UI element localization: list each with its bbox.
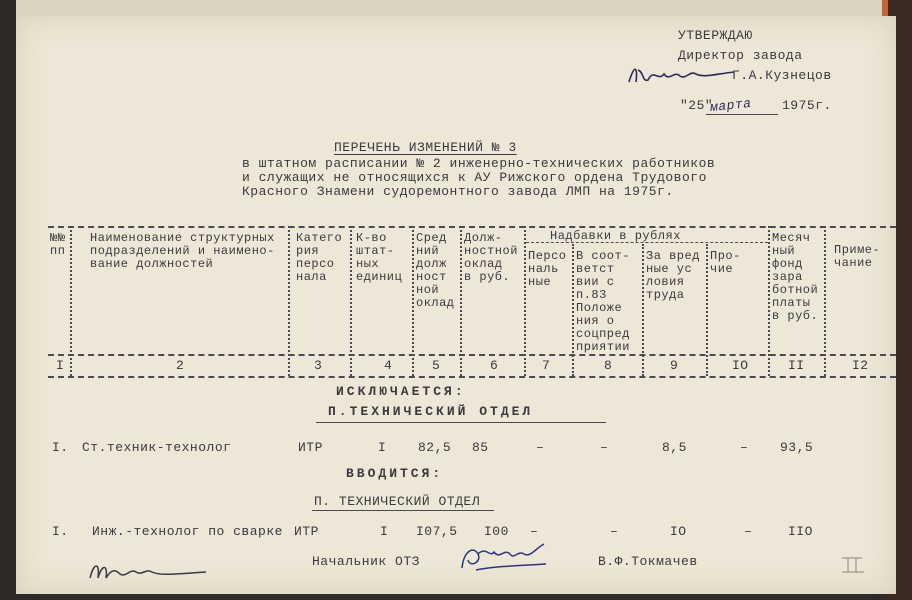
col-number: 8: [604, 358, 613, 373]
col-divider: [706, 244, 708, 376]
excluded-dept-underline: [316, 422, 606, 423]
title-line-1: в штатном расписании № 2 инженерно-технических работников: [242, 156, 716, 171]
excluded-row-fund: 93,5: [780, 440, 814, 455]
added-row-personal: –: [530, 524, 539, 539]
header-avg-salary: Сред ний долж ност ной оклад: [416, 231, 455, 310]
added-row-position: Инж.-технолог по сварке: [92, 524, 283, 539]
col-divider: [642, 244, 644, 376]
numbers-bottom-rule: [48, 376, 896, 378]
col-divider: [70, 226, 72, 376]
director-signature: [624, 60, 744, 90]
director-name: Г.А.Кузнецов: [732, 68, 832, 83]
title-line-2: и служащих не относящихся к АУ Рижского ордена Трудового: [242, 170, 707, 185]
document-page: [16, 16, 896, 594]
col-divider: [288, 226, 290, 376]
col-divider: [824, 226, 826, 376]
header-units: К-во штат- ных единиц: [356, 231, 403, 284]
added-dept: П. ТЕХНИЧЕСКИЙ ОТДЕЛ: [314, 494, 481, 509]
added-row-avg-salary: I07,5: [416, 524, 458, 539]
col-divider: [412, 226, 414, 376]
added-dept-underline: [312, 510, 494, 511]
excluded-row-harmful: 8,5: [662, 440, 687, 455]
col-number: II: [788, 358, 805, 373]
header-note: Приме- чание: [834, 243, 881, 270]
excluded-row-personal: –: [536, 440, 545, 455]
header-salary: Долж- ностной оклад в руб.: [464, 231, 518, 284]
page-mark: [838, 552, 868, 576]
col-number: IO: [732, 358, 749, 373]
added-row-p83: –: [610, 524, 619, 539]
col-divider: [572, 244, 574, 376]
added-row-num: I.: [52, 524, 69, 539]
excluded-row-avg-salary: 82,5: [418, 440, 452, 455]
excluded-row-units: I: [378, 440, 387, 455]
added-row-harmful: IO: [670, 524, 687, 539]
footer-role: Начальник ОТЗ: [312, 554, 420, 569]
head-signature: [456, 540, 556, 576]
header-personal: Персо наль ные: [528, 249, 567, 289]
document-title: ПЕРЕЧЕНЬ ИЗМЕНЕНИЙ № 3: [334, 140, 517, 155]
header-num: №№ пп: [50, 231, 66, 258]
approval-year: 1975г.: [782, 98, 832, 113]
binder-edge: [16, 0, 896, 17]
approval-position: Директор завода: [678, 48, 803, 63]
header-fund: Месяч ный фонд зара ботной платы в руб.: [772, 231, 819, 323]
added-row-units: I: [380, 524, 389, 539]
col-number: I: [56, 358, 65, 373]
col-number: I2: [852, 358, 869, 373]
header-category: Катего рия персо нала: [296, 231, 343, 284]
approval-month: марта: [709, 95, 753, 116]
col-number: 7: [542, 358, 551, 373]
approval-day: "25": [680, 98, 714, 113]
col-divider: [460, 226, 462, 376]
col-number: 5: [432, 358, 441, 373]
excluded-row-p83: –: [600, 440, 609, 455]
header-position: Наименование структурных подразделений и наимено- вание должностей: [90, 231, 275, 271]
excluded-label: ИСКЛЮЧАЕТСЯ:: [336, 384, 466, 399]
excluded-row-other: –: [740, 440, 749, 455]
header-allowances: Надбавки в рублях: [550, 229, 681, 243]
title-line-3: Красного Знамени судоремонтного завода ЛМП на 1975г.: [242, 184, 674, 199]
col-number: 3: [314, 358, 323, 373]
margin-signature: [86, 556, 216, 586]
col-number: 9: [670, 358, 679, 373]
excluded-dept: П.ТЕХНИЧЕСКИЙ ОТДЕЛ: [328, 404, 534, 419]
excluded-row-salary: 85: [472, 440, 489, 455]
col-divider: [350, 226, 352, 376]
col-number: 2: [176, 358, 185, 373]
header-harmful: За вред ные ус ловия труда: [646, 249, 700, 302]
excluded-row-num: I.: [52, 440, 69, 455]
footer-name: В.Ф.Токмачев: [598, 554, 698, 569]
col-divider: [524, 226, 526, 376]
month-underline: [706, 114, 778, 115]
added-label: ВВОДИТСЯ:: [346, 466, 444, 481]
added-row-category: ИТР: [294, 524, 319, 539]
added-row-fund: IIO: [788, 524, 813, 539]
excluded-row-category: ИТР: [298, 440, 323, 455]
col-divider: [768, 226, 770, 376]
header-p83: В соот- ветст вии с п.83 Положе ния о соцпред приятии: [576, 249, 630, 354]
col-number: 4: [384, 358, 393, 373]
approval-title: УТВЕРЖДАЮ: [678, 28, 753, 43]
added-row-other: –: [744, 524, 753, 539]
col-number: 6: [490, 358, 499, 373]
excluded-row-position: Ст.техник-технолог: [82, 440, 232, 455]
added-row-salary: I00: [484, 524, 509, 539]
header-other: Про- чие: [710, 249, 741, 276]
